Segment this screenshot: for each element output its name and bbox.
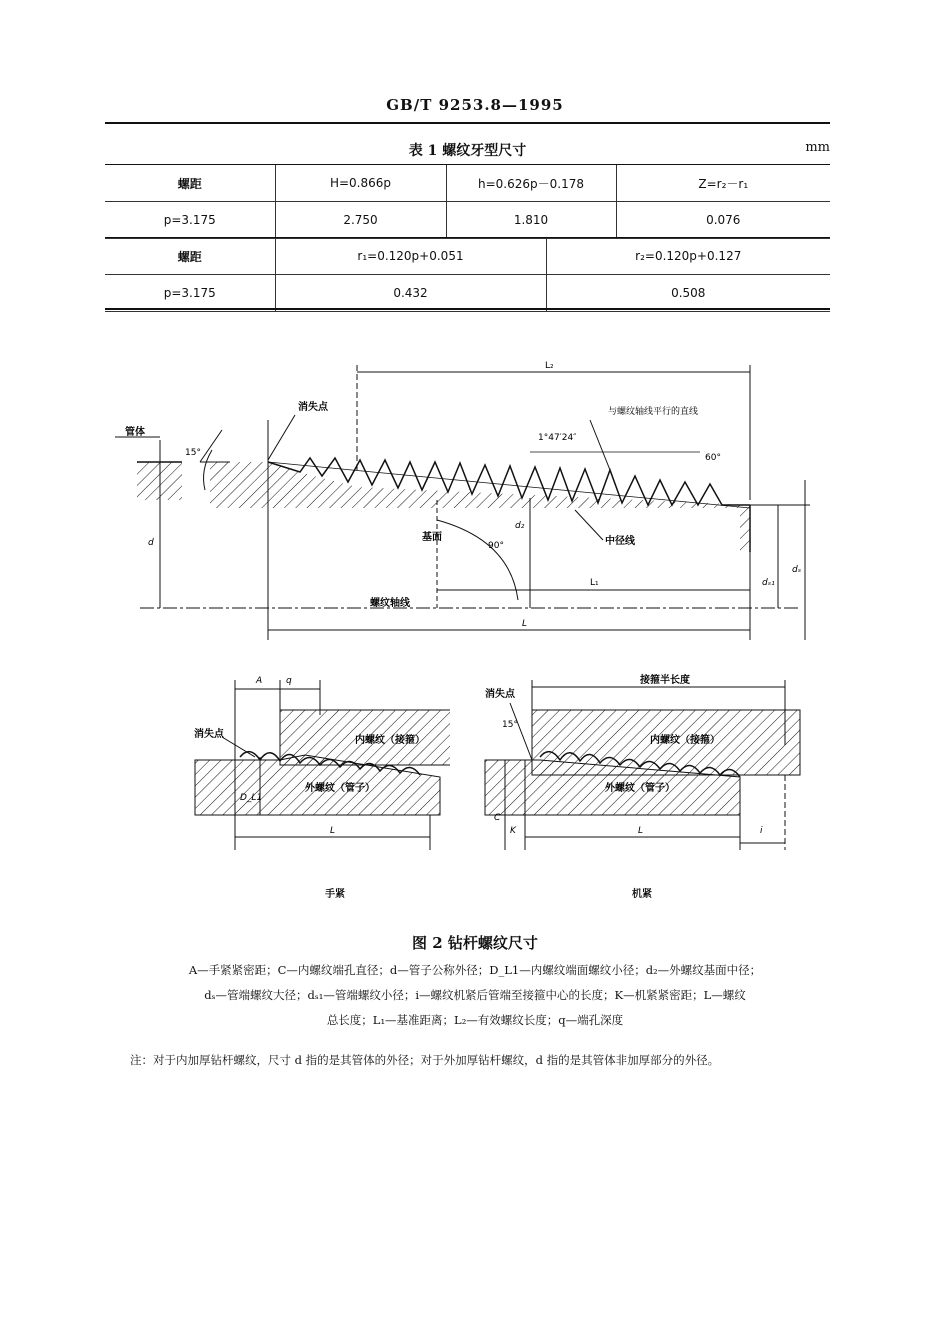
thread-profile-table-1	[105, 165, 830, 239]
k-label: K	[510, 826, 516, 836]
legend-line: 总长度；L₁—基准距离；L₂—有效螺纹长度；q—端孔深度	[326, 1013, 624, 1027]
table-header-cell: h=0.626p－0.178	[446, 165, 616, 202]
half-length-label: 接箍半长度	[640, 675, 690, 686]
table-cell: 0.508	[546, 275, 830, 312]
table-row	[105, 238, 830, 275]
table-row	[105, 275, 830, 312]
external-thread-label: 外螺纹（管子）	[305, 783, 375, 794]
q-label: q	[286, 676, 292, 686]
pitch-line-label: 中径线	[605, 536, 635, 547]
l-left-label: L	[330, 826, 336, 836]
table-cell: p=3.175	[105, 202, 275, 239]
l1-label: L₁	[590, 578, 599, 588]
table-bottom-rule	[105, 308, 830, 310]
d2-label: d₂	[515, 521, 525, 531]
d-label: d	[148, 538, 154, 548]
table-header-cell: r₁=0.120p+0.051	[275, 238, 546, 275]
angle-15-right-label: 15°	[502, 720, 518, 730]
external-thread-right-label: 外螺纹（管子）	[605, 783, 675, 794]
machine-tight-drawing	[480, 665, 810, 865]
thread-profile-table-2	[105, 238, 830, 312]
datum-label: 基面	[422, 532, 442, 543]
figure-title: 图 2 钻杆螺纹尺寸	[412, 934, 538, 952]
top-rule	[105, 122, 830, 124]
table-cell: 1.810	[446, 202, 616, 239]
figure-note: 注：对于内加厚钻杆螺纹，尺寸 d 指的是其管体的外径；对于外加厚钻杆螺纹，d 指的是其管体非加厚部分的外径。	[130, 1053, 720, 1067]
table-header-cell: Z=r₂－r₁	[616, 165, 830, 202]
parallel-line-label: 与螺纹轴线平行的直线	[608, 407, 699, 417]
standard-code: GB/T 9253.8—1995	[386, 96, 564, 114]
angle-90-label: 90°	[488, 541, 504, 551]
internal-thread-label: 内螺纹（接箍）	[355, 735, 425, 746]
angle-60-label: 60°	[705, 453, 721, 463]
table-cell: 2.750	[275, 202, 446, 239]
legend-line: dₛ—管端螺纹大径；dₛ₁—管端螺纹小径；i—螺纹机紧后管端至接箍中心的长度；K—机紧紧密距；L—螺纹	[204, 988, 746, 1002]
table-row	[105, 165, 830, 202]
machine-tight-caption: 机紧	[632, 889, 652, 900]
taper-angle-label: 1°47′24″	[538, 433, 577, 443]
l-right-label: L	[638, 826, 644, 836]
vanish-point-left-label: 消失点	[194, 729, 224, 740]
pipe-body-label: 管体	[125, 427, 145, 438]
figure-legend	[130, 958, 820, 1033]
thread-profile-drawing	[0, 340, 950, 660]
table-header-cell: r₂=0.120p+0.127	[546, 238, 830, 275]
table-cell: p=3.175	[105, 275, 275, 312]
table-caption: 表 1 螺纹牙型尺寸	[408, 143, 527, 159]
angle-15-label: 15°	[185, 448, 201, 458]
vanish-point-right-label: 消失点	[485, 689, 515, 700]
i-label: i	[760, 826, 763, 836]
l-label: L	[522, 619, 528, 629]
table-header-cell: 螺距	[105, 238, 275, 275]
table-unit: mm	[805, 140, 830, 155]
internal-thread-right-label: 内螺纹（接箍）	[650, 735, 720, 746]
hand-tight-drawing	[180, 665, 450, 865]
ds-label: dₛ	[792, 565, 802, 575]
legend-line: A—手紧紧密距；C—内螺纹端孔直径；d—管子公称外径；D_L1—内螺纹端面螺纹小径；d₂—外螺纹基面中径；	[188, 963, 762, 977]
ds1-label: dₛ₁	[762, 578, 775, 588]
thread-axis-label: 螺纹轴线	[370, 598, 410, 609]
table-cell: 0.432	[275, 275, 546, 312]
a-label: A	[256, 676, 263, 686]
l2-label: L₂	[545, 361, 554, 371]
hand-tight-caption: 手紧	[325, 889, 345, 900]
vanish-point-label: 消失点	[298, 402, 328, 413]
table-cell: 0.076	[616, 202, 830, 239]
dl1-label: D_L1	[240, 793, 263, 803]
table-header-cell: 螺距	[105, 165, 275, 202]
table-header-cell: H=0.866p	[275, 165, 446, 202]
table-row	[105, 202, 830, 239]
c-label: C	[494, 813, 501, 823]
